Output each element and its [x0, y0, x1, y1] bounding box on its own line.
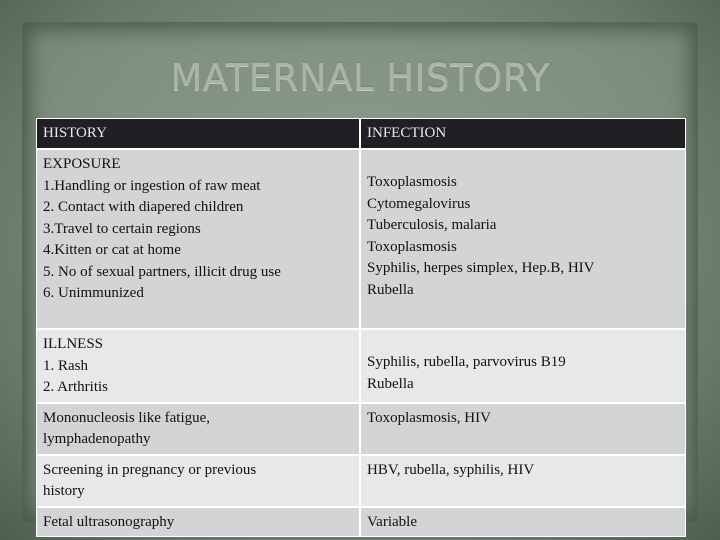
infection-cell	[360, 403, 686, 455]
table-row	[36, 455, 686, 507]
infection-line: Cytomegalovirus	[367, 195, 471, 212]
infection-line: HBV, rubella, syphilis, HIV	[367, 461, 535, 478]
infection-line: Variable	[367, 513, 417, 530]
history-line: ILLNESS	[43, 336, 103, 352]
history-line: 2. Arthritis	[43, 379, 109, 395]
history-line: history	[43, 483, 85, 499]
history-line: 1.Handling or ingestion of raw meat	[43, 177, 261, 194]
infection-line: Rubella	[367, 375, 414, 392]
table-header-row	[36, 118, 686, 149]
infection-cell	[360, 329, 686, 403]
history-line: 3.Travel to certain regions	[43, 220, 201, 237]
infection-line: Toxoplasmosis, HIV	[367, 409, 491, 426]
table-row	[36, 149, 686, 329]
header-history: HISTORY	[36, 118, 360, 149]
table-row	[36, 329, 686, 403]
history-line: lymphadenopathy	[43, 431, 151, 447]
infection-line: Toxoplasmosis	[367, 238, 457, 255]
infection-line: Rubella	[367, 281, 414, 298]
history-line: Fetal ultrasonography	[43, 513, 175, 530]
table-row	[36, 507, 686, 538]
table-row	[36, 403, 686, 455]
infection-cell	[360, 455, 686, 507]
history-cell	[36, 455, 360, 507]
infection-cell	[360, 507, 686, 538]
infection-line: Syphilis, rubella, parvovirus B19	[367, 354, 566, 370]
history-table	[36, 118, 686, 537]
history-line: Screening in pregnancy or previous	[43, 461, 257, 478]
history-line: 1. Rash	[43, 357, 88, 374]
history-cell	[36, 403, 360, 455]
history-line: 4.Kitten or cat at home	[43, 242, 181, 258]
history-line: 6. Unimmunized	[43, 285, 144, 301]
infection-line: Tuberculosis, malaria	[367, 217, 497, 233]
history-cell	[36, 329, 360, 403]
page-title: MATERNAL HISTORY	[170, 56, 550, 99]
infection-line: Syphilis, herpes simplex, Hep.B, HIV	[367, 260, 595, 276]
history-line: 2. Contact with diapered children	[43, 199, 244, 215]
history-line: EXPOSURE	[43, 156, 121, 172]
infection-line: Toxoplasmosis	[367, 174, 457, 190]
history-line: 5. No of sexual partners, illicit drug use	[43, 263, 281, 280]
infection-cell	[360, 149, 686, 329]
history-line: Mononucleosis like fatigue,	[43, 409, 211, 426]
history-cell	[36, 507, 360, 538]
history-cell	[36, 149, 360, 329]
header-infection: INFECTION	[360, 118, 686, 149]
